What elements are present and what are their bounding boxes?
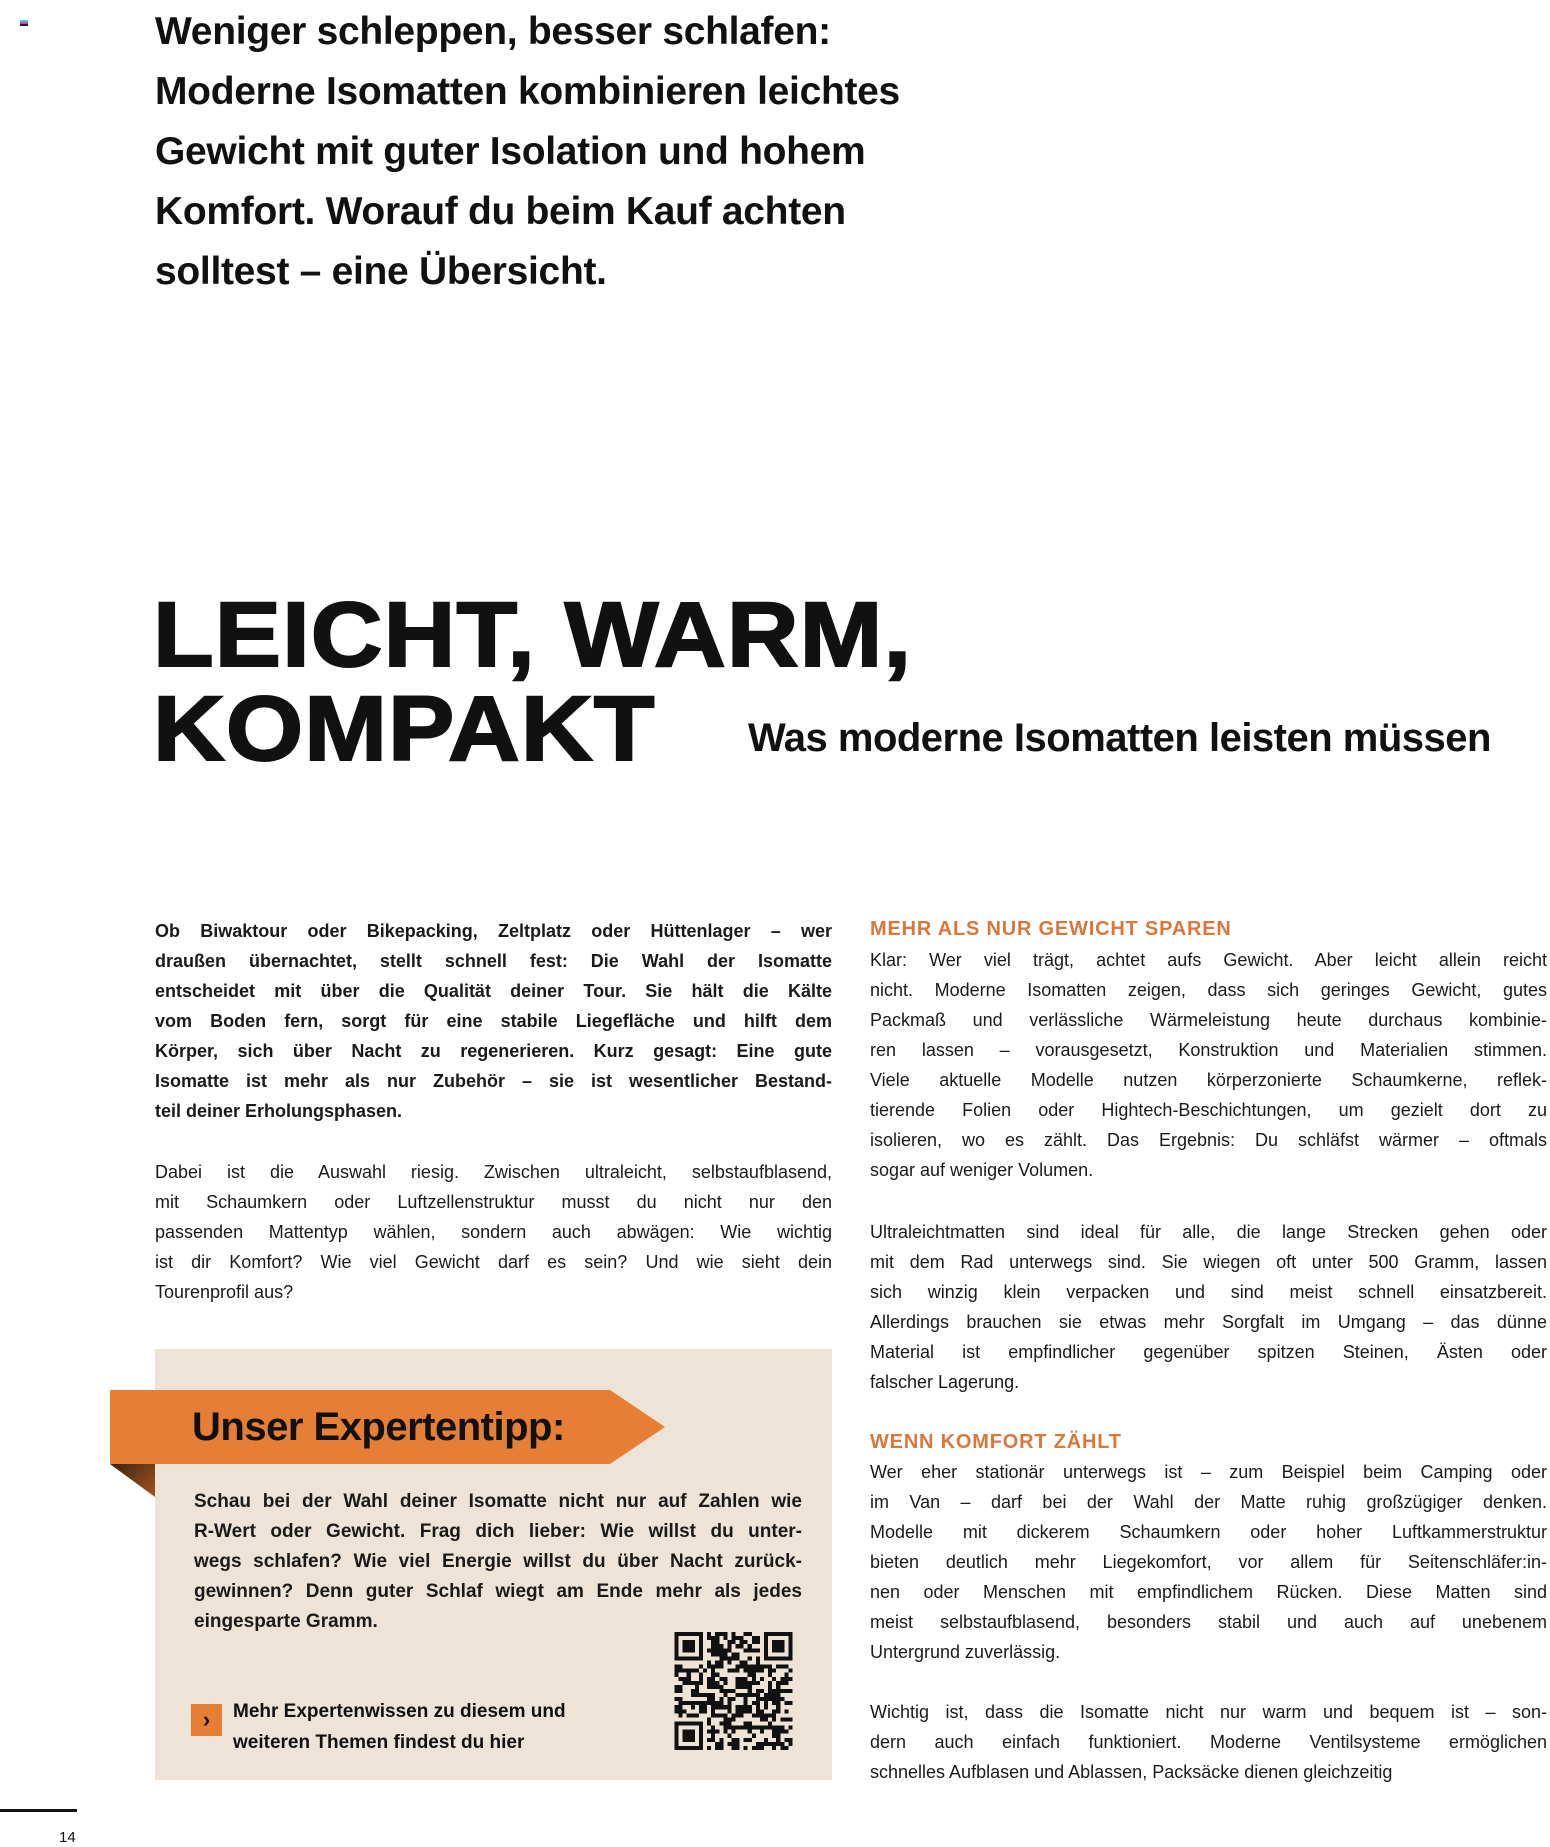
section-heading-weight: MEHR ALS NUR GEWICHT SPAREN [870,918,1232,940]
text-line: passenden Mattentyp wählen, sondern auch abwägen: Wie wichtig [155,1222,832,1242]
title-line-1: LEICHT, WARM, [153,584,913,686]
text-line: Ultraleichtmatten sind ideal für alle, die lange Strecken gehen oder [870,1222,1547,1242]
text-line: Schau bei der Wahl deiner Isomatte nicht nur auf Zahlen wie [194,1491,802,1512]
body-paragraph [870,1217,1547,1397]
text-line: Weniger schleppen, besser schlafen: [155,10,831,53]
expert-tip-title: Unser Expertentipp: [192,1405,565,1449]
text-line: schnelles Aufblasen und Ablassen, Packsäcke dienen gleichzeitig [870,1762,1393,1782]
text-line: im Van – darf bei der Wahl der Matte ruhig großzügiger denken. [870,1492,1547,1512]
body-paragraph [155,1157,832,1307]
text-line: Körper, sich über Nacht zu regenerieren. Kurz gesagt: Eine gute [155,1041,832,1061]
body-paragraph [870,1697,1547,1787]
text-line: Wer eher stationär unterwegs ist – zum Beispiel beim Camping oder [870,1462,1547,1482]
text-line: mit Schaumkern oder Luftzellenstruktur musst du nicht nur den [155,1192,832,1212]
text-line: draußen übernachtet, stellt schnell fest: Die Wahl der Isomatte [155,951,832,971]
text-line: isolieren, wo es zählt. Das Ergebnis: Du schläfst wärmer – oftmals [870,1130,1547,1150]
text-line: teil deiner Erholungsphasen. [155,1101,403,1121]
text-line: Komfort. Worauf du beim Kauf achten [155,190,846,233]
text-line: Material ist empfindlicher gegenüber spitzen Steinen, Ästen oder [870,1342,1547,1362]
qr-code[interactable] [673,1632,794,1750]
section-heading-comfort: WENN KOMFORT ZÄHLT [870,1431,1122,1453]
text-line: Dabei ist die Auswahl riesig. Zwischen ultraleicht, selbstaufblasend, [155,1162,832,1182]
text-line: Untergrund zuverlässig. [870,1642,1061,1662]
text-line: ist dir Komfort? Wie viel Gewicht darf es sein? Und wie sieht dein [155,1252,832,1272]
text-line: dern auch einfach funktioniert. Moderne Ventilsysteme ermöglichen [870,1732,1547,1752]
text-line: Isomatte ist mehr als nur Zubehör – sie ist wesentlicher Bestand- [155,1071,832,1091]
text-line: Klar: Wer viel trägt, achtet aufs Gewicht. Aber leicht allein reicht [870,950,1547,970]
print-color-marks [20,20,28,28]
text-line: gewinnen? Denn guter Schlaf wiegt am Ende mehr als jedes [194,1581,802,1602]
text-line: ren lassen – vorausgesetzt, Konstruktion und Materialien stimmen. [870,1040,1547,1060]
page-number: 14 [59,1829,76,1846]
ribbon-fold [110,1464,155,1497]
text-line: sogar auf weniger Volumen. [870,1160,1094,1180]
text-line: tierende Folien oder Hightech-Beschichtungen, um gezielt dort zu [870,1100,1547,1120]
text-line: meist selbstaufblasend, besonders stabil und auch auf unebenem [870,1612,1547,1632]
text-line: sich winzig klein verpacken und sind meist schnell einsatzbereit. [870,1282,1547,1302]
intro-paragraph [155,916,832,1126]
chevron-right-icon[interactable]: › [191,1704,222,1736]
text-line: Packmaß und verlässliche Wärmeleistung heute durchaus kombinie- [870,1010,1547,1030]
text-line: mit dem Rad unterwegs sind. Sie wiegen oft unter 500 Gramm, lassen [870,1252,1547,1272]
text-line: Allerdings brauchen sie etwas mehr Sorgfalt im Umgang – das dünne [870,1312,1547,1332]
footer-rule [0,1809,77,1812]
text-line: Viele aktuelle Modelle nutzen körperzonierte Schaumkerne, reflek- [870,1070,1547,1090]
text-line: nicht. Moderne Isomatten zeigen, dass sich geringes Gewicht, gutes [870,980,1547,1000]
text-line: entscheidet mit über die Qualität deiner Tour. Sie hält die Kälte [155,981,832,1001]
text-line: falscher Lagerung. [870,1372,1020,1392]
text-line: solltest – eine Übersicht. [155,250,607,293]
text-line: Gewicht mit guter Isolation und hohem [155,130,866,173]
text-line: Tourenprofil aus? [155,1282,294,1302]
link-line: weiteren Themen findest du hier [233,1732,525,1753]
subtitle: Was moderne Isomatten leisten müssen [748,716,1491,760]
text-line: nen oder Menschen mit empfindlichem Rücken. Diese Matten sind [870,1582,1547,1602]
text-line: Moderne Isomatten kombinieren leichtes [155,70,900,113]
link-line: Mehr Expertenwissen zu diesem und [233,1701,566,1722]
title-line-2: KOMPAKT [153,678,656,780]
expert-tip-text [194,1487,802,1637]
text-line: eingesparte Gramm. [194,1611,378,1632]
body-paragraph [870,945,1547,1185]
headline [155,2,1055,302]
text-line: wegs schlafen? Wie viel Energie willst du über Nacht zurück- [194,1551,802,1572]
more-expert-knowledge-link[interactable] [233,1696,566,1758]
body-paragraph [870,1457,1547,1667]
text-line: vom Boden fern, sorgt für eine stabile Liegefläche und hilft dem [155,1011,832,1031]
text-line: Wichtig ist, dass die Isomatte nicht nur warm und bequem ist – son- [870,1702,1547,1722]
text-line: Modelle mit dickerem Schaumkern oder hoher Luftkammerstruktur [870,1522,1547,1542]
text-line: bieten deutlich mehr Liegekomfort, vor allem für Seitenschläfer:in- [870,1552,1547,1572]
text-line: Ob Biwaktour oder Bikepacking, Zeltplatz oder Hüttenlager – wer [155,921,832,941]
text-line: R-Wert oder Gewicht. Frag dich lieber: Wie willst du unter- [194,1521,802,1542]
